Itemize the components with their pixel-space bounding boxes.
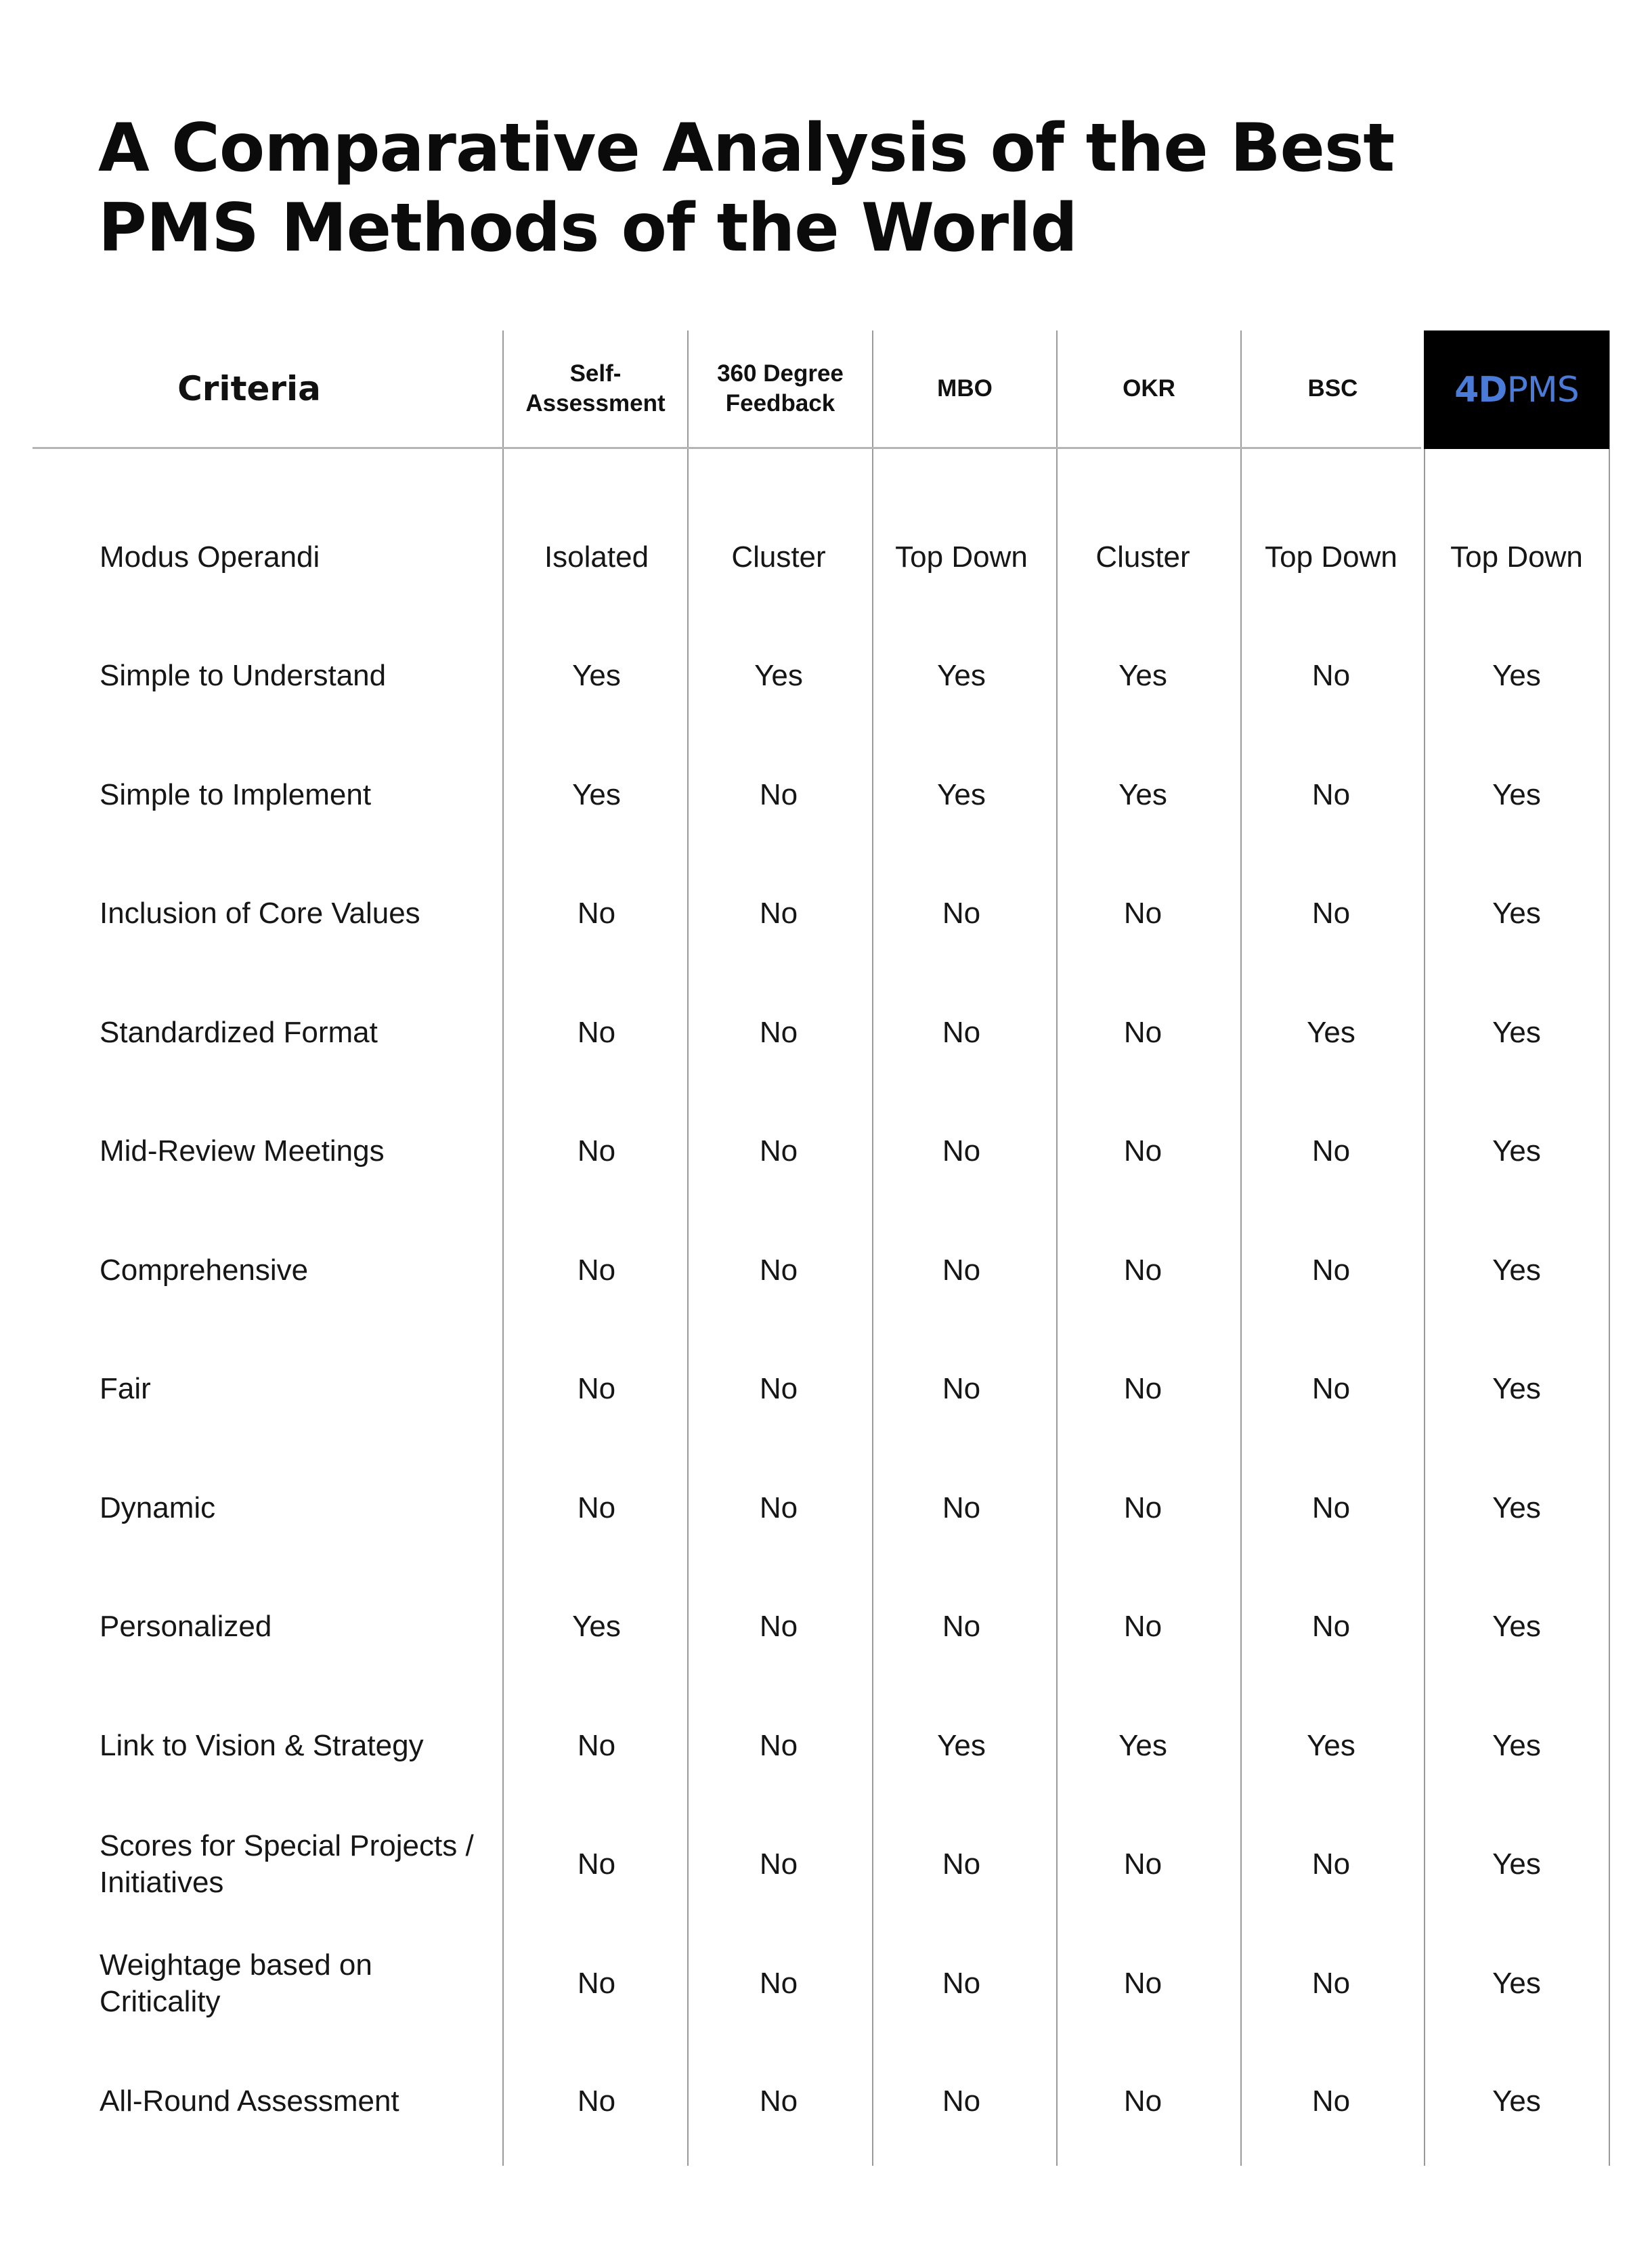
table-cell: No <box>942 1847 981 1881</box>
table-cell: Yes <box>1492 897 1541 930</box>
criterion-label: Comprehensive <box>100 1254 309 1287</box>
table-cell: Yes <box>1492 1729 1541 1762</box>
table-cell: No <box>942 1254 981 1287</box>
table-cell: No <box>1311 1134 1351 1168</box>
criterion-label: Scores for Special Projects / Initiatives <box>100 1829 474 1899</box>
table-cell: No <box>1311 1491 1351 1524</box>
table-cell: No <box>1123 1610 1162 1643</box>
table-cell: No <box>577 1134 616 1168</box>
column-header-self-assessment: Self- Assessment <box>525 360 666 416</box>
header-divider <box>32 447 1421 449</box>
table-cell: Top Down <box>895 540 1028 574</box>
table-cell: Cluster <box>731 540 826 574</box>
table-row <box>0 1936 1652 2031</box>
table-cell: Yes <box>1492 1134 1541 1168</box>
table-cell: No <box>759 1491 798 1524</box>
table-cell: No <box>759 1610 798 1643</box>
table-cell: No <box>1311 659 1351 692</box>
table-cell: No <box>1311 1254 1351 1287</box>
table-row <box>0 628 1652 723</box>
criterion-label: Link to Vision & Strategy <box>100 1729 424 1762</box>
table-cell: Yes <box>1118 778 1167 811</box>
title-line-1: A Comparative Analysis of the Best <box>98 110 1395 187</box>
table-cell: No <box>942 1134 981 1168</box>
table-cell: No <box>577 1847 616 1881</box>
table-cell: No <box>759 1254 798 1287</box>
table-cell: Isolated <box>544 540 649 574</box>
table-cell: No <box>1311 1967 1351 2000</box>
table-cell: Cluster <box>1095 540 1190 574</box>
table-row <box>0 985 1652 1080</box>
table-cell: No <box>759 1372 798 1405</box>
column-header-bsc: BSC <box>1307 375 1358 402</box>
table-cell: Top Down <box>1450 540 1583 574</box>
table-cell: No <box>577 1491 616 1524</box>
table-row <box>0 2054 1652 2149</box>
table-row <box>0 1104 1652 1199</box>
table-cell: No <box>942 1372 981 1405</box>
column-header-4dpms-logo: 4D PMS <box>1424 330 1609 449</box>
table-cell: No <box>1123 897 1162 930</box>
criterion-label: Personalized <box>100 1610 272 1643</box>
table-cell: No <box>577 1729 616 1762</box>
table-cell: Top Down <box>1265 540 1397 574</box>
table-row <box>0 1698 1652 1793</box>
criterion-label: Modus Operandi <box>100 540 320 574</box>
table-cell: Yes <box>937 778 986 811</box>
table-cell: Yes <box>1307 1016 1355 1049</box>
column-header-mbo: MBO <box>937 375 993 402</box>
table-cell: Yes <box>1492 778 1541 811</box>
title-line-2: PMS Methods of the World <box>98 190 1077 267</box>
page-title <box>98 108 1394 268</box>
table-cell: Yes <box>1492 659 1541 692</box>
table-cell: Yes <box>1492 1967 1541 2000</box>
table-cell: No <box>1123 1134 1162 1168</box>
table-cell: No <box>1123 1491 1162 1524</box>
criterion-label: Fair <box>100 1372 151 1405</box>
table-cell: No <box>1311 897 1351 930</box>
criterion-label: All-Round Assessment <box>100 2085 399 2118</box>
table-cell: No <box>942 1016 981 1049</box>
table-cell: Yes <box>937 1729 986 1762</box>
table-row <box>0 1579 1652 1674</box>
table-cell: No <box>759 2085 798 2118</box>
table-cell: No <box>759 1847 798 1881</box>
table-cell: Yes <box>1492 1610 1541 1643</box>
table-cell: No <box>759 897 798 930</box>
table-cell: Yes <box>1492 2085 1541 2118</box>
column-header-okr: OKR <box>1123 375 1175 402</box>
table-cell: No <box>1123 1016 1162 1049</box>
table-cell: No <box>1311 1610 1351 1643</box>
table-cell: No <box>759 778 798 811</box>
table-row <box>0 1461 1652 1556</box>
table-cell: Yes <box>1118 1729 1167 1762</box>
table-cell: No <box>1123 1847 1162 1881</box>
table-cell: Yes <box>572 659 621 692</box>
table-cell: No <box>759 1967 798 2000</box>
table-cell: No <box>1311 1372 1351 1405</box>
criterion-label: Standardized Format <box>100 1016 378 1049</box>
table-cell: Yes <box>1492 1372 1541 1405</box>
table-row <box>0 866 1652 961</box>
table-cell: No <box>577 1016 616 1049</box>
table-cell: No <box>942 1610 981 1643</box>
table-cell: No <box>759 1729 798 1762</box>
table-cell: No <box>1123 1967 1162 2000</box>
table-cell: No <box>1311 2085 1351 2118</box>
table-cell: No <box>577 897 616 930</box>
criteria-header: Criteria <box>177 369 321 408</box>
table-cell: No <box>577 1967 616 2000</box>
table-cell: No <box>1123 1254 1162 1287</box>
table-cell: No <box>759 1016 798 1049</box>
table-cell: No <box>1123 1372 1162 1405</box>
table-cell: Yes <box>1307 1729 1355 1762</box>
table-cell: No <box>942 1967 981 2000</box>
table-cell: No <box>1311 1847 1351 1881</box>
table-cell: No <box>1311 778 1351 811</box>
table-cell: Yes <box>1492 1016 1541 1049</box>
table-cell: Yes <box>572 778 621 811</box>
table-cell: No <box>1123 2085 1162 2118</box>
table-cell: No <box>759 1134 798 1168</box>
table-row <box>0 1342 1652 1436</box>
criterion-label: Weightage based on Criticality <box>100 1948 372 2018</box>
table-cell: No <box>942 2085 981 2118</box>
table-cell: No <box>577 2085 616 2118</box>
table-cell: Yes <box>1492 1491 1541 1524</box>
table-cell: Yes <box>1492 1847 1541 1881</box>
criterion-label: Inclusion of Core Values <box>100 897 420 930</box>
table-row <box>0 510 1652 605</box>
table-cell: Yes <box>937 659 986 692</box>
table-cell: No <box>942 897 981 930</box>
table-cell: Yes <box>754 659 803 692</box>
criterion-label: Simple to Implement <box>100 778 372 811</box>
table-cell: No <box>577 1254 616 1287</box>
criterion-label: Mid-Review Meetings <box>100 1134 385 1168</box>
column-header-360-feedback: 360 Degree Feedback <box>717 360 844 416</box>
table-cell: Yes <box>572 1610 621 1643</box>
table-cell: No <box>942 1491 981 1524</box>
table-cell: No <box>577 1372 616 1405</box>
criterion-label: Simple to Understand <box>100 659 387 692</box>
table-row <box>0 1817 1652 1912</box>
table-cell: Yes <box>1492 1254 1541 1287</box>
criterion-label: Dynamic <box>100 1491 216 1524</box>
table-row <box>0 1223 1652 1318</box>
table-cell: Yes <box>1118 659 1167 692</box>
table-row <box>0 748 1652 842</box>
